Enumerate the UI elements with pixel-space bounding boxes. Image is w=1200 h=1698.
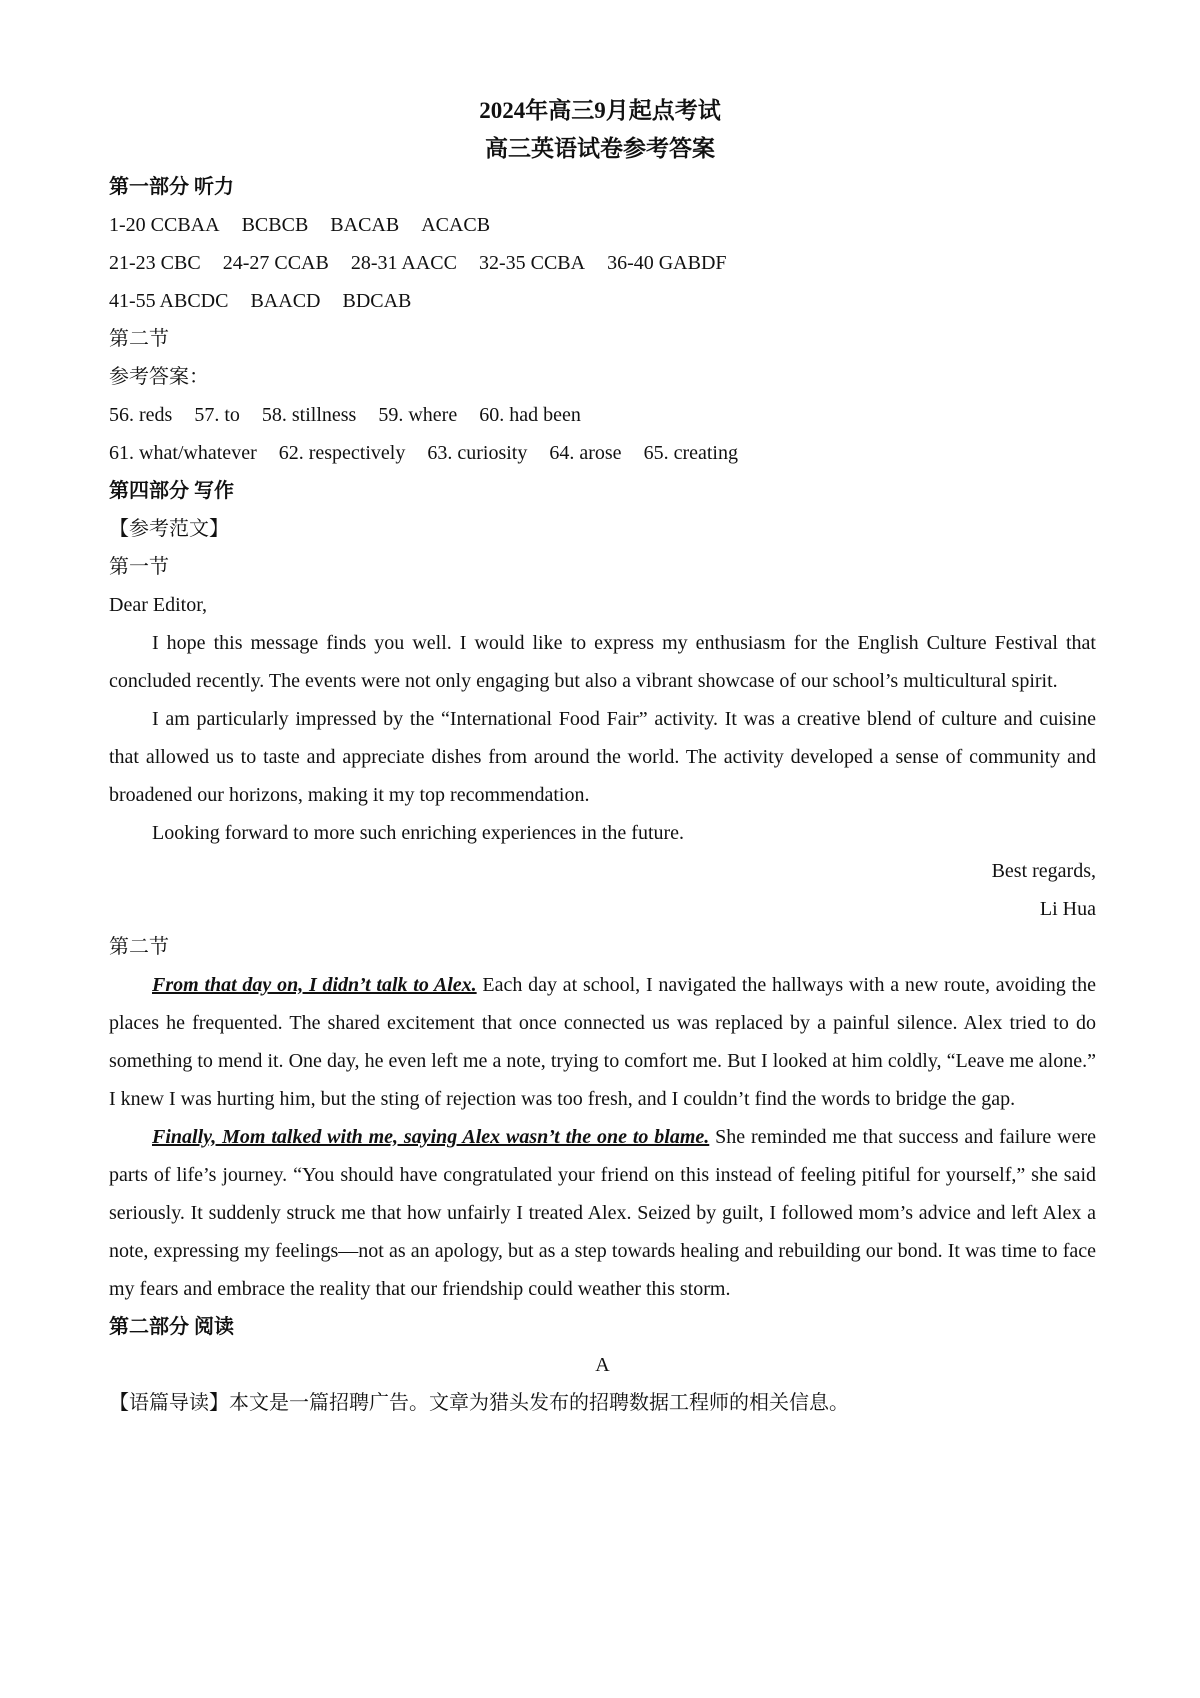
listening-answers-row-3 [109,282,1096,320]
reading-heading: 第二部分 阅读 [109,1316,234,1338]
letter-paragraph-2: I am particularly impressed by the “International Food Fair” activity. It was a creative blend of culture and cuisine that allowed us to taste and appreciate dishes from around the world. The activity developed a sense of community and broadened our horizons, making it my top recommendation. [109,708,1096,806]
answer-group: BDCAB [342,290,412,312]
answer-item: 56. reds [109,404,173,426]
answer-key-title: 高三英语试卷参考答案 [485,136,715,161]
letter-paragraph-1: I hope this message finds you well. I would like to express my enthusiasm for the English Culture Festival that concluded recently. The events were not only engaging but also a vibrant showcase of our school’s multicultural spirit. [109,632,1096,692]
letter-signature: Li Hua [1039,898,1096,920]
letter-paragraph-3: Looking forward to more such enriching experiences in the future. [152,822,685,844]
answer-group: BCBCB [241,214,309,236]
reference-answer-label: 参考答案： [109,366,209,388]
answer-item: 60. had been [479,404,581,426]
answer-item: 57. to [194,404,240,426]
answer-item: 63. curiosity [427,442,528,464]
answer-item: 58. stillness [261,404,357,426]
listening-answers-row-2 [109,244,1096,282]
passage-guide: 【语篇导读】本文是一篇招聘广告。文章为猎头发布的招聘数据工程师的相关信息。 [109,1392,849,1414]
answer-group: 24-27 CCAB [222,252,329,274]
writing-part-one-heading: 第一节 [109,556,169,578]
answer-group: 41-55 ABCDC [109,290,229,312]
listening-answers-row-1 [109,206,1096,244]
story-paragraph-2-body: She reminded me that success and failure were parts of life’s journey. “You should have congratulated your friend on this instead of feeling pitiful for yourself,” she said seriously. It suddenly struck me that how unfairly I treated Alex. Seized by guilt, I followed mom’s advice and left Alex a note, expressing my feelings—not as an apology, but as a step towards healing and rebuilding our bond. It was time to face my fears and embrace the reality that our friendship could weather this storm. [109,1126,1096,1300]
answer-item: 64. arose [549,442,622,464]
grammar-answers-row-1 [109,396,1096,434]
answer-group: 1-20 CCBAA [109,214,220,236]
listening-heading: 第一部分 听力 [109,176,234,198]
writing-part-two-heading: 第二节 [109,936,169,958]
title-block [0,92,1200,168]
content [109,168,1096,1422]
reading-section-letter: A [595,1354,610,1376]
story-paragraph-1 [109,966,1096,1118]
answer-group: BACAB [330,214,400,236]
answer-item: 59. where [378,404,458,426]
story-paragraph-2-lead: Finally, Mom talked with me, saying Alex wasn’t the one to blame. [152,1126,710,1148]
exam-title: 2024年高三9月起点考试 [479,98,721,123]
writing-heading: 第四部分 写作 [109,480,234,502]
answer-group: 21-23 CBC [109,252,201,274]
story-paragraph-2 [109,1118,1096,1308]
section-two-heading: 第二节 [109,328,169,350]
answer-item: 61. what/whatever [109,442,257,464]
answer-group: 36-40 GABDF [607,252,727,274]
answer-item: 65. creating [643,442,738,464]
answer-group: BAACD [250,290,321,312]
story-paragraph-1-body: Each day at school, I navigated the hallways with a new route, avoiding the places he frequented. The shared excitement that once connected us was replaced by a painful silence. Alex tried to do something to mend it. One day, he even left me a note, trying to comfort me. But I looked at him coldly, “Leave me alone.” I knew I was hurting him, but the sting of rejection was too fresh, and I couldn’t find the words to bridge the gap. [109,974,1096,1110]
answer-group: 32-35 CCBA [478,252,586,274]
answer-item: 62. respectively [278,442,406,464]
sample-essay-label: 【参考范文】 [109,518,229,540]
letter-closing: Best regards, [991,860,1096,882]
answer-group: ACACB [421,214,491,236]
story-paragraph-1-lead: From that day on, I didn’t talk to Alex. [152,974,477,996]
answer-group: 28-31 AACC [350,252,457,274]
letter-greeting: Dear Editor, [109,594,208,616]
grammar-answers-row-2 [109,434,1096,472]
